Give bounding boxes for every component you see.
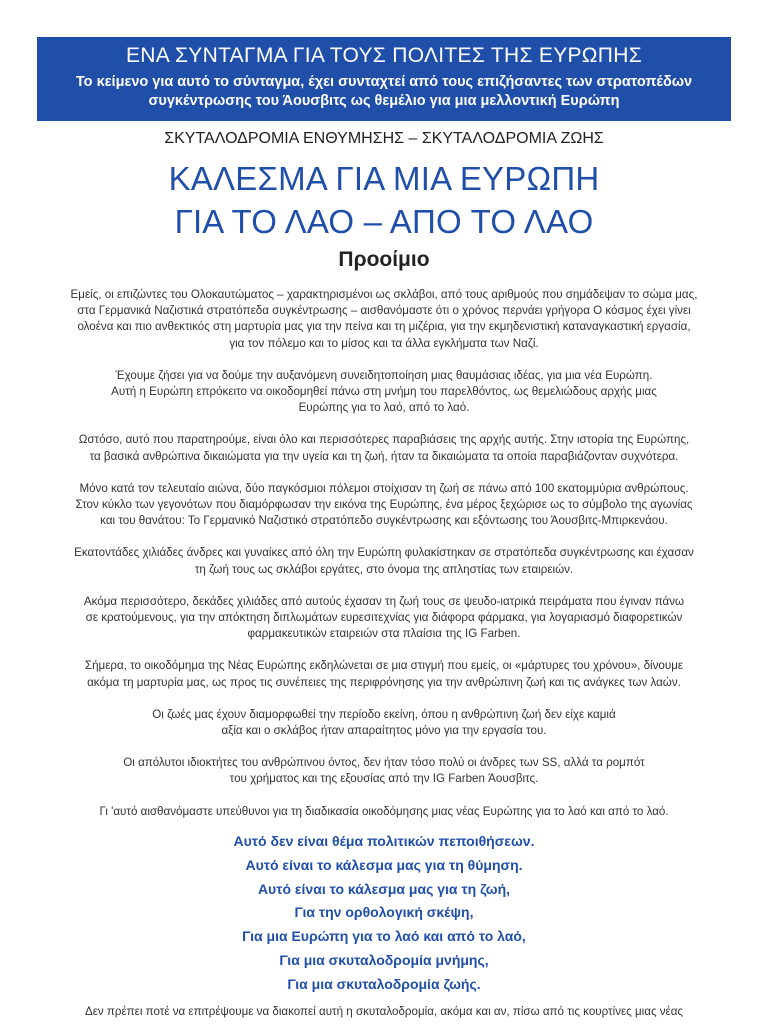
banner-subtitle: [37, 73, 731, 111]
paragraph-line: του χρήματος και της εξουσίας από την IG Farben Άουσβιτς.: [229, 772, 539, 786]
section-title: Προοίμιο: [338, 248, 430, 271]
callout-line: Αυτό είναι το κάλεσμα μας για τη ζωή,: [257, 880, 511, 897]
paragraph-line: ολοένα και πιο ανθεκτικός στη μαρτυρία μας για την πείνα και τη μιζέρια, για την εκμηδενιστική καταναγκαστική εργασία,: [77, 320, 691, 334]
preamble-body: [30, 287, 738, 836]
banner-title: ΕΝΑ ΣΥΝΤΑΓΜΑ ΓΙΑ ΤΟΥΣ ΠΟΛΙΤΕΣ ΤΗΣ ΕΥΡΩΠΗΣ: [125, 44, 643, 67]
paragraph-line: στα Γερμανικά Ναζιστικά στρατόπεδα συγκέντρωσης – αισθανόμαστε ότι ο χρόνος περνάει γρήγορα Ο κόσμος έχει γίνει: [77, 304, 691, 318]
paragraph-line: και του θανάτου: Το Γερμανικό Ναζιστικό στρατόπεδο συγκέντρωσης και εξόντωσης του Άουσβιτς-Μπιρκενάου.: [100, 514, 668, 528]
headline-line-1: ΚΑΛΕΣΜΑ ΓΙΑ ΜΙΑ ΕΥΡΩΠΗ: [168, 160, 600, 197]
paragraph-line: Σήμερα, το οικοδόμημα της Νέας Ευρώπης εκδηλώνεται σε μια στιγμή που εμείς, οι «μάρτυρες του χρόνου», δίνουμε: [84, 659, 684, 673]
callout-line: Για μια σκυταλοδρομία ζωής.: [287, 975, 481, 992]
banner-subtitle-line: συγκέντρωσης του Άουσβιτς ως θεμέλιο για μια μελλοντική Ευρώπη: [148, 93, 620, 109]
paragraph-line: Έχουμε ζήσει για να δούμε την αυξανόμενη συνειδητοποίηση μιας θαυμάσιας ιδέας, για μια νέα Ευρώπη.: [115, 368, 653, 382]
paragraph-line: σε κρατούμενους, για την απόκτηση διπλωμάτων ευρεσιτεχνίας για διάφορα φάρμακα, για λογαριασμό διαφορετικών: [85, 611, 683, 625]
paragraph: [30, 545, 738, 577]
paragraph-line: Στον κύκλο των γεγονότων που διαμόρφωσαν την εικόνα της Ευρώπης, ένα μέρος ξεχώρισε ως το σύμβολο της αγωνίας: [75, 498, 693, 512]
eyebrow-heading: ΣΚΥΤΑΛΟΔΡΟΜΙΑ ΕΝΘΥΜΗΣΗΣ – ΣΚΥΤΑΛΟΔΡΟΜΙΑ ΖΩΗΣ: [164, 130, 604, 147]
paragraph-line: Οι απόλυτοι ιδιοκτήτες του ανθρώπινου όντος, δεν ήταν τόσο πολύ οι άνδρες των SS, αλλά τα ρομπότ: [123, 756, 645, 770]
callout-line: Για μια σκυταλοδρομία μνήμης,: [279, 951, 489, 968]
paragraph: [30, 804, 738, 820]
callout-block: [0, 830, 768, 997]
header-banner: [37, 37, 731, 121]
paragraph-line: Εκατοντάδες χιλιάδες άνδρες και γυναίκες από όλη την Ευρώπη φυλακίστηκαν σε στρατόπεδα συγκέντρωσης και έχασαν: [74, 546, 694, 560]
paragraph-line: Οι ζωές μας έχουν διαμορφωθεί την περίοδο εκείνη, όπου η ανθρώπινη ζωή δεν είχε καμιά: [152, 707, 616, 721]
paragraph-line: αξία και ο σκλάβος ήταν απαραίτητος μόνο για την εργασία του.: [221, 724, 547, 738]
paragraph: [30, 287, 738, 352]
paragraph-line: Μόνο κατά τον τελευταίο αιώνα, δύο παγκόσμιοι πόλεμοι στοίχισαν τη ζωή σε πάνω από 100 εκατομμύρια ανθρώπους.: [79, 481, 689, 495]
callout-line: Για μια Ευρώπη για το λαό και από το λαό,: [242, 928, 526, 945]
paragraph: [30, 432, 738, 464]
paragraph-line: τη ζωή τους ως σκλάβοι εργάτες, στο όνομα της απληστίας των εταιρειών.: [194, 562, 574, 576]
paragraph: [30, 707, 738, 739]
paragraph: [30, 594, 738, 643]
callout-line: Αυτό δεν είναι θέμα πολιτικών πεποιθήσεων.: [233, 833, 535, 849]
paragraph-line: για τον πόλεμο και το μίσος και τα άλλα εγκλήματα των Ναζί.: [229, 336, 539, 350]
paragraph: [30, 658, 738, 690]
paragraph-line: φαρμακευτικών εταιρειών στα πλαίσια της IG Farben.: [247, 627, 521, 641]
headline-line-2: ΓΙΑ ΤΟ ΛΑΟ – ΑΠΟ ΤΟ ΛΑΟ: [174, 203, 594, 240]
paragraph-line: Ωστόσο, αυτό που παρατηρούμε, είναι όλο και περισσότερες παραβιάσεις της αρχής αυτής. Στην ιστορία της Ευρώπης,: [78, 433, 690, 447]
paragraph: [30, 368, 738, 417]
banner-subtitle-line: Το κείμενο για αυτό το σύνταγμα, έχει συνταχτεί από τους επιζήσαντες των στρατοπέδων: [75, 74, 693, 90]
trailing-text-line: Δεν πρέπει ποτέ να επιτρέψουμε να διακοπεί αυτή η σκυταλοδρομία, ακόμα και αν, πίσω από τις κουρτίνες μιας νέας: [84, 1005, 684, 1018]
callout-line: Αυτό είναι το κάλεσμα μας για τη θύμηση.: [245, 856, 523, 873]
paragraph-line: Αυτή η Ευρώπη επρόκειτο να οικοδομηθεί πάνω στη μνήμη του παρελθόντος, ως θεμελιώδους αρχής μιας: [111, 385, 657, 399]
paragraph-line: Γι 'αυτό αισθανόμαστε υπεύθυνοι για τη διαδικασία οικοδόμησης μιας νέας Ευρώπης για το λαό και από το λαό.: [99, 804, 669, 818]
paragraph-line: Ευρώπης για το λαό, από το λαό.: [298, 401, 470, 415]
paragraph: [30, 755, 738, 787]
paragraph-line: Ακόμα περισσότερο, δεκάδες χιλιάδες από αυτούς έχασαν τη ζωή τους σε ψευδο-ιατρικά πειράματα που έγιναν πάνω: [83, 594, 685, 608]
paragraph: [30, 481, 738, 530]
paragraph-line: τα βασικά ανθρώπινα δικαιώματα για την υγεία και τη ζωή, ήταν τα δικαιώματα τα οποία παραβιάζονταν συχνότερα.: [89, 449, 679, 463]
paragraph-line: Εμείς, οι επιζώντες του Ολοκαυτώματος – χαρακτηρισμένοι ως σκλάβοι, από τους αριθμούς που σημάδεψαν το σώμα μας,: [70, 288, 698, 301]
paragraph-line: ακόμα τη μαρτυρία μας, ως προς τις συνέπειες της περιφρόνησης για την ανθρώπινη ζωή και τις ανάγκες των λαών.: [87, 675, 681, 689]
callout-line: Για την ορθολογική σκέψη,: [294, 904, 474, 921]
